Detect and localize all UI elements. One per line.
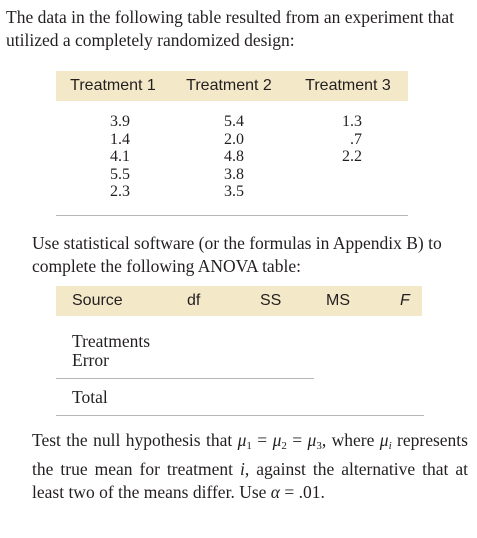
column-treatment-2 xyxy=(216,113,244,201)
cell: 2.0 xyxy=(224,130,244,148)
alpha-symbol: α xyxy=(270,482,280,502)
header-df: df xyxy=(187,292,201,309)
data-table xyxy=(56,71,408,200)
equals: = xyxy=(251,430,273,450)
data-table-header xyxy=(56,71,408,101)
mu-symbol: μ xyxy=(379,430,389,450)
part-b-label xyxy=(6,429,32,452)
part-a-text: Use statistical software (or the formulas in Appendix B) to complete the following ANOVA table: xyxy=(32,233,442,276)
mu-symbol: μ xyxy=(307,430,317,450)
problem-intro: The data in the following table resulted from an experiment that utilized a completely randomized design: xyxy=(6,7,455,50)
anova-table xyxy=(56,286,422,407)
header-treatment-2: Treatment 2 xyxy=(186,77,272,94)
part-b-text: Test the null hypothesis that xyxy=(32,430,238,450)
header-ms: MS xyxy=(326,292,350,309)
row-error: Error xyxy=(72,350,109,370)
cell: 4.8 xyxy=(224,148,244,165)
part-b-text: , against the alternative that at least two of the means differ. Use xyxy=(32,459,469,502)
mu-symbol: μ xyxy=(272,430,282,450)
mu-symbol: μ xyxy=(237,430,247,450)
subscript: i xyxy=(388,440,392,452)
part-a-label xyxy=(6,232,32,255)
header-ss: SS xyxy=(260,292,282,309)
cell: 1.3 xyxy=(342,113,362,130)
part-b-text: represents the true mean for treatment xyxy=(32,430,468,479)
table-bottom-rule xyxy=(56,215,408,216)
cell: 5.4 xyxy=(224,113,244,130)
anova-bottom-rule xyxy=(56,415,424,416)
cell: 3.9 xyxy=(110,113,130,130)
row-total: Total xyxy=(72,387,108,407)
alpha-value: = .01. xyxy=(279,482,325,502)
comma-text: , where xyxy=(321,430,380,450)
header-treatment-1: Treatment 1 xyxy=(70,77,156,94)
header-source: Source xyxy=(72,292,123,309)
cell: .7 xyxy=(350,130,362,148)
cell: 5.5 xyxy=(110,165,130,183)
part-b xyxy=(6,429,468,504)
cell: 3.8 xyxy=(224,165,244,183)
part-a xyxy=(6,232,468,278)
column-treatment-3 xyxy=(334,113,362,166)
anova-header xyxy=(56,286,422,316)
header-treatment-3: Treatment 3 xyxy=(305,77,391,94)
cell: 1.4 xyxy=(110,130,130,148)
cell: 3.5 xyxy=(224,183,244,200)
header-f: F xyxy=(400,292,410,309)
cell: 2.3 xyxy=(110,183,130,200)
subscript: 2 xyxy=(281,440,287,452)
subscript: 1 xyxy=(246,440,252,452)
row-treatments: Treatments xyxy=(72,331,151,351)
cell: 4.1 xyxy=(110,148,130,165)
column-treatment-1 xyxy=(102,113,130,201)
variable-i: i xyxy=(240,459,245,479)
subscript: 3 xyxy=(316,440,322,452)
equals: = xyxy=(286,430,308,450)
total-rule xyxy=(56,378,314,379)
cell: 2.2 xyxy=(342,148,362,165)
